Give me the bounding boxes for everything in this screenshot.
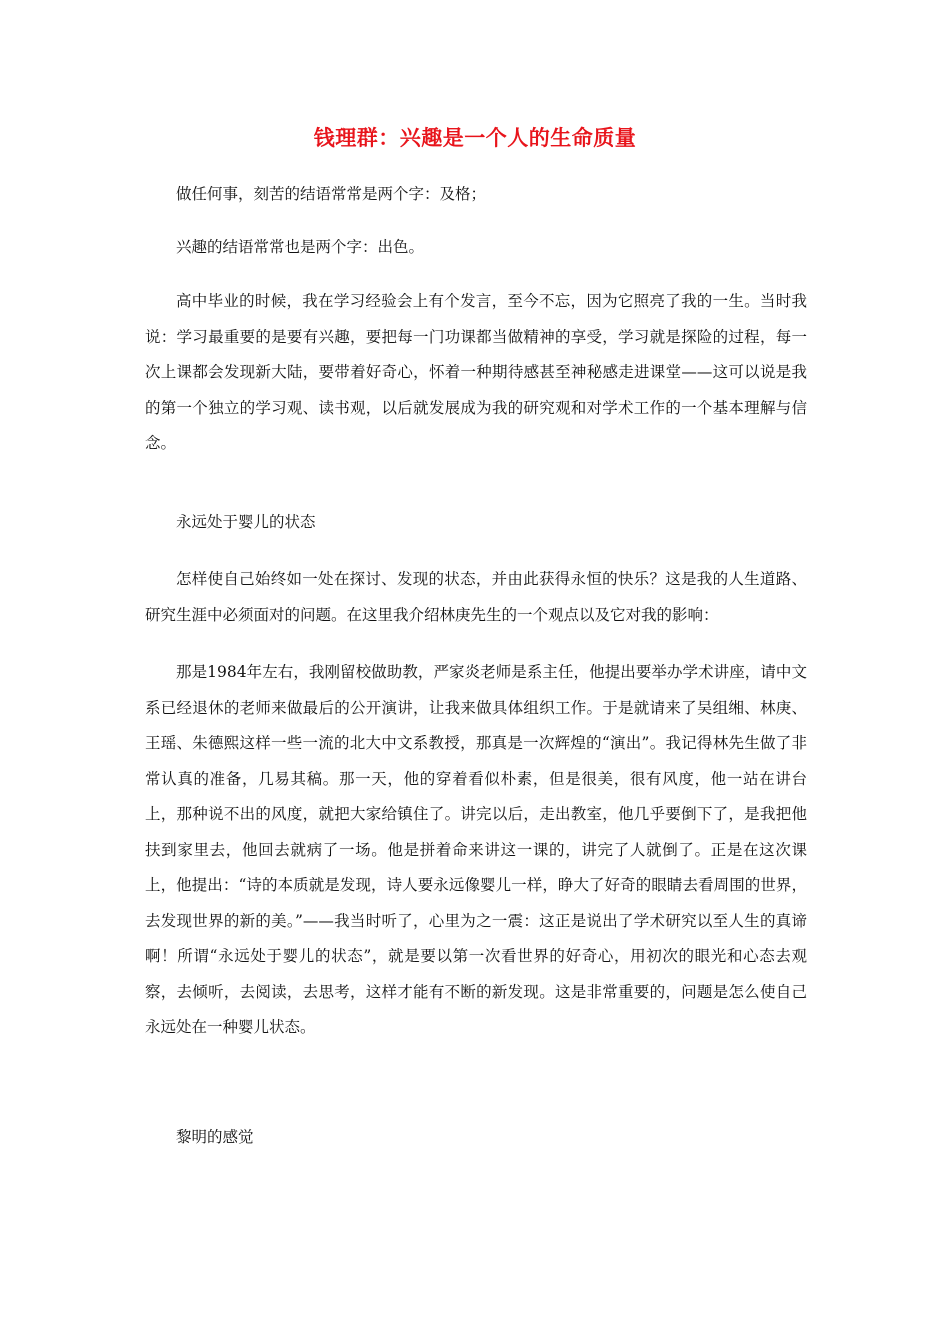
- section-heading-dawn-feeling: 黎明的感觉: [176, 1128, 254, 1146]
- paragraph-3: 高中毕业的时候，我在学习经验会上有个发言，至今不忘，因为它照亮了我的一生。当时我说：学习最重要的是要有兴趣，要把每一门功课都当做精神的享受，学习就是探险的过程，每一次上课都会发现新大陆，要带着好奇心，怀着一种期待感甚至神秘感走进课堂——这可以说是我的第一个独立的学习观、读书观，以后就发展成为我的研究观和对学术工作的一个基本理解与信念。: [145, 292, 807, 452]
- paragraph-2: 兴趣的结语常常也是两个字：出色。: [176, 238, 425, 256]
- paragraph-4: 怎样使自己始终如一处在探讨、发现的状态，并由此获得永恒的快乐？这是我的人生道路、研究生涯中必须面对的问题。在这里我介绍林庚先生的一个观点以及它对我的影响：: [145, 570, 807, 624]
- section-heading-infant-state: 永远处于婴儿的状态: [176, 513, 316, 531]
- document-title: 钱理群：兴趣是一个人的生命质量: [313, 125, 637, 150]
- paragraph-5: 那是1984年左右，我刚留校做助教，严家炎老师是系主任，他提出要举办学术讲座，请中文系已经退休的老师来做最后的公开演讲，让我来做具体组织工作。于是就请来了吴组缃、林庚、王瑶、朱德熙这样一些一流的北大中文系教授，那真是一次辉煌的“演出”。我记得林先生做了非常认真的准备，几易其稿。那一天，他的穿着看似朴素，但是很美，很有风度，他一站在讲台上，那种说不出的风度，就把大家给镇住了。讲完以后，走出教室，他几乎要倒下了，是我把他扶到家里去，他回去就病了一场。他是拼着命来讲这一课的，讲完了人就倒了。正是在这次课上，他提出：“诗的本质就是发现，诗人要永远像婴儿一样，睁大了好奇的眼睛去看周围的世界，去发现世界的新的美。”——我当时听了，心里为之一震：这正是说出了学术研究以至人生的真谛啊！所谓“永远处于婴儿的状态”，就是要以第一次看世界的好奇心，用初次的眼光和心态去观察，去倾听，去阅读，去思考，这样才能有不断的新发现。这是非常重要的，问题是怎么使自己永远处在一种婴儿状态。: [145, 663, 807, 1036]
- paragraph-1: 做任何事，刻苦的结语常常是两个字：及格；: [176, 185, 487, 203]
